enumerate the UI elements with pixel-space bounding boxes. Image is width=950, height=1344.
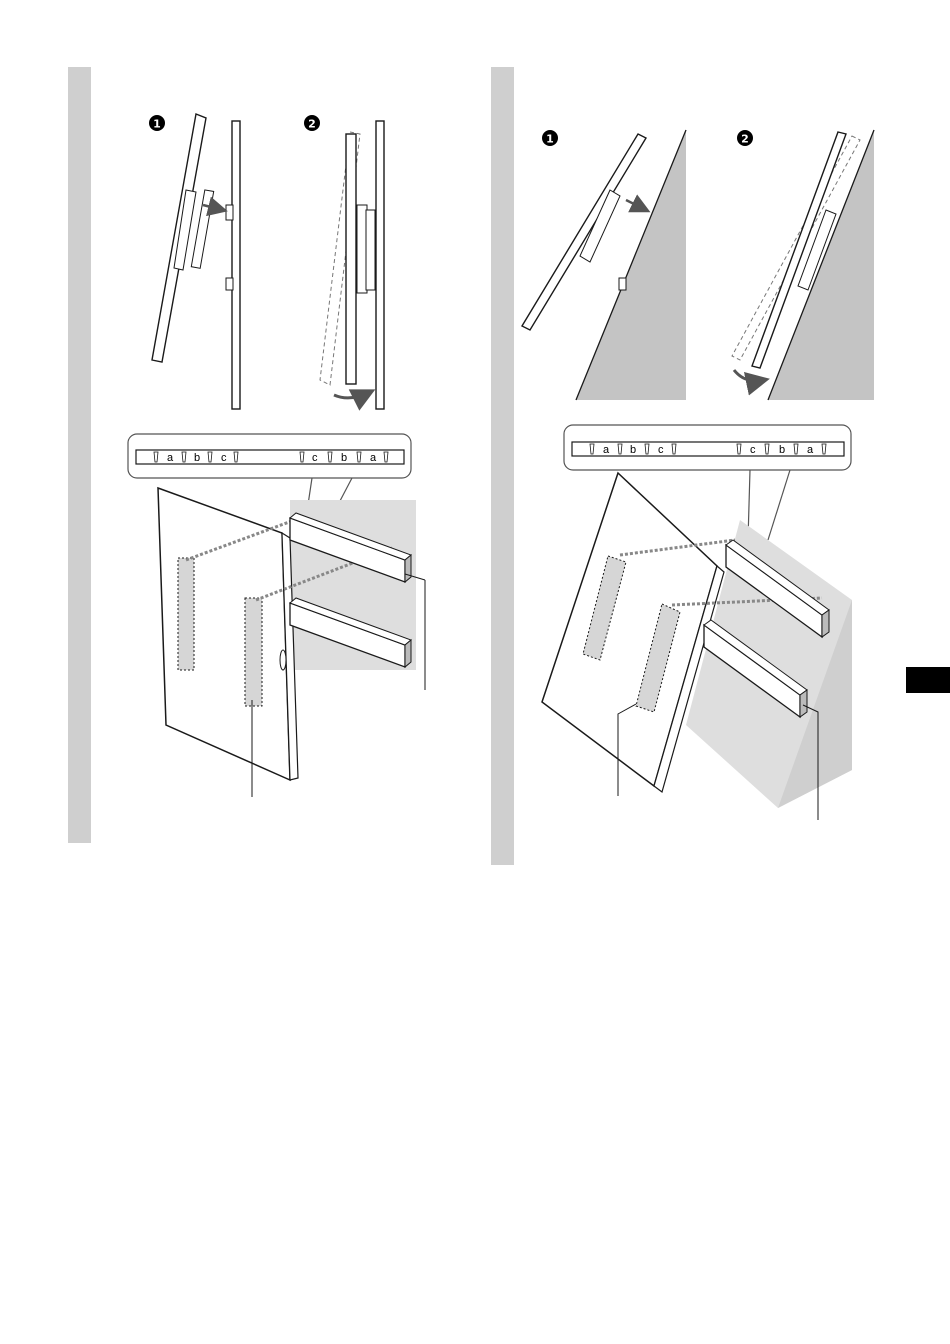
step-marker-icon — [542, 130, 558, 146]
tv-mount-arm — [366, 210, 375, 290]
strip-label: c — [312, 452, 318, 464]
right-panel — [522, 130, 874, 820]
rotation-arrow-icon — [334, 392, 370, 398]
step-1-number: 1 — [546, 132, 554, 146]
right-step-2 — [732, 130, 874, 400]
strip-label: a — [807, 444, 814, 456]
bracket-strip — [572, 442, 844, 456]
strip-label: c — [221, 452, 227, 464]
tv-bracket — [178, 558, 194, 670]
bracket-strip — [136, 450, 404, 464]
wall-hook — [226, 205, 233, 220]
strip-label: a — [603, 444, 610, 456]
hook-arrow-icon — [626, 200, 646, 210]
wall-section — [232, 121, 240, 409]
tv-panel-back — [542, 473, 717, 786]
strip-label: b — [194, 452, 201, 464]
wall-section — [376, 121, 384, 409]
step-marker-icon — [149, 115, 165, 131]
strip-label: a — [370, 452, 377, 464]
step-1-number: 1 — [153, 117, 161, 131]
strip-label: b — [341, 452, 348, 464]
left-step-1 — [149, 114, 240, 409]
strip-label: b — [779, 444, 786, 456]
left-step-2 — [304, 115, 384, 409]
left-panel — [128, 114, 425, 797]
wall-hook — [226, 278, 233, 290]
step-marker-icon — [737, 130, 753, 146]
step-marker-icon — [304, 115, 320, 131]
strip-label: c — [750, 444, 756, 456]
step-2-number: 2 — [308, 117, 316, 131]
tv-side-view — [346, 134, 356, 384]
strip-label: b — [630, 444, 637, 456]
tv-bracket — [245, 598, 262, 706]
rotation-arrow-icon — [734, 370, 764, 381]
right-step-1 — [522, 130, 686, 400]
strip-label: a — [167, 452, 174, 464]
strip-label: c — [658, 444, 664, 456]
step-2-number: 2 — [741, 132, 749, 146]
